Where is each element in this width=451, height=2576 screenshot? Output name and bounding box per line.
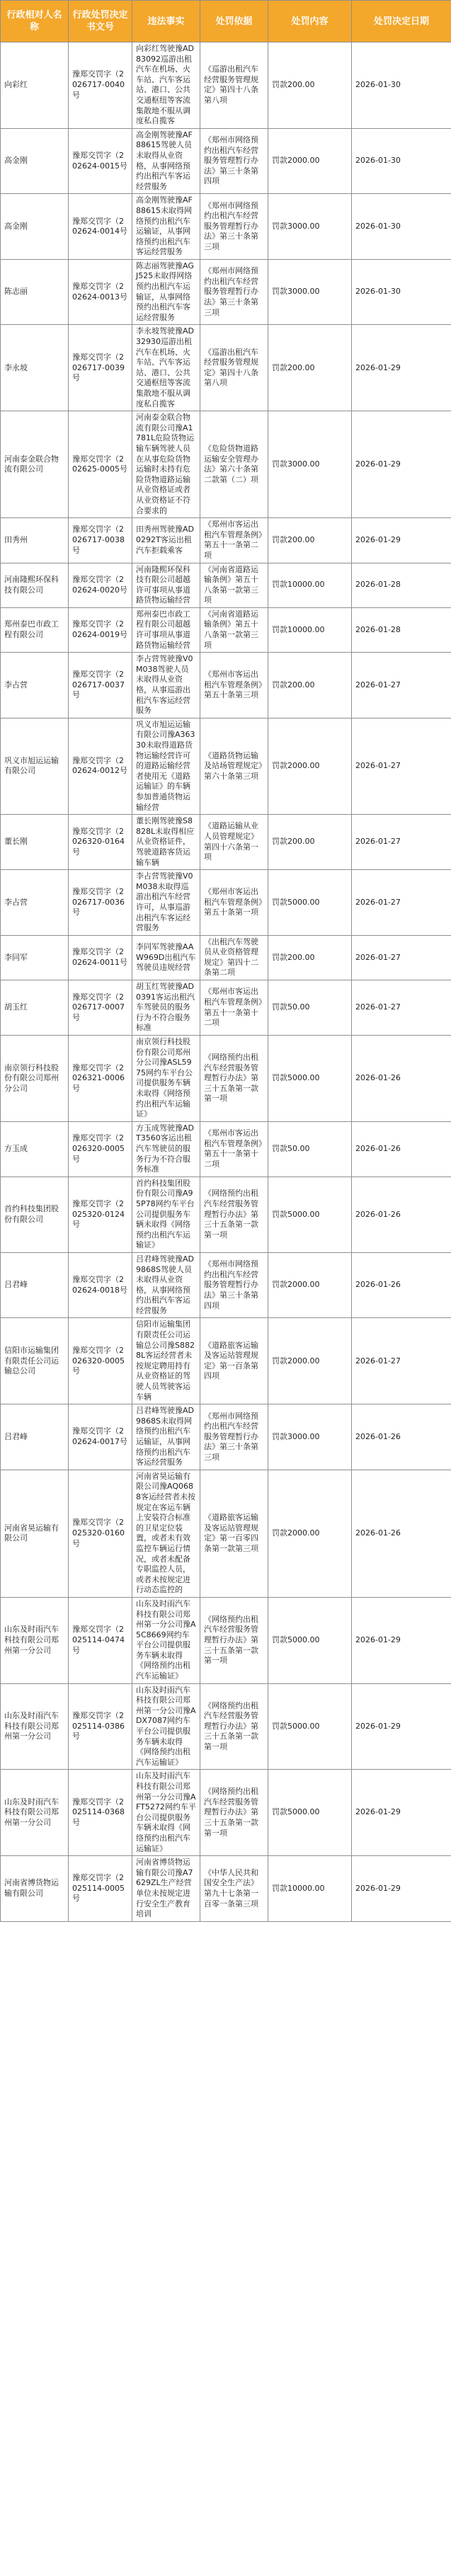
document-number-cell: 豫郑交罚字（202624-0012号: [69, 718, 132, 814]
penalty-cell: 罚款2000.00: [268, 1318, 352, 1404]
document-number-cell: 豫郑交罚字（202624-0013号: [69, 259, 132, 325]
legal-basis-cell: 《郑州市客运出租汽车管理条例》第五十一条第十二项: [200, 1121, 268, 1177]
legal-basis-cell: 《网络预约出租汽车经营服务管理暂行办法》第三十五条第一款第一项: [200, 1036, 268, 1122]
document-number-cell: 豫郑交罚字（2025114-0005号: [69, 1856, 132, 1922]
col-header-date: 处罚决定日期: [352, 1, 451, 42]
col-header-basis: 处罚依据: [200, 1, 268, 42]
party-cell: 河南省昊运输有限公司: [1, 1470, 69, 1597]
legal-basis-cell: 《网络预约出租汽车经营服务管理暂行办法》第三十五条第一款第一项: [200, 1770, 268, 1856]
penalty-cell: 罚款5000.00: [268, 1036, 352, 1122]
document-number-cell: 豫郑交罚字（2026717-0036号: [69, 870, 132, 936]
violation-fact-cell: 河南隆熙环保科技有限公司超越许可事项从事道路货物运输经营: [132, 563, 200, 607]
table-row: [1, 815, 451, 870]
table-row: [1, 325, 451, 411]
table-row: [1, 718, 451, 814]
party-cell: 河南泰金联合物流有限公司: [1, 411, 69, 518]
party-cell: 河南隆熙环保科技有限公司: [1, 563, 69, 607]
decision-date-cell: 2026-01-27: [352, 718, 451, 814]
violation-fact-cell: 郑州泰巴市政工程有限公司超越许可事项从事道路货物运输经营: [132, 607, 200, 652]
legal-basis-cell: 《郑州市客运出租汽车管理条例》第五十条第三项: [200, 653, 268, 719]
violation-fact-cell: 河南省昊运输有限公司豫AQ0688客运经营者未按规定在客运车辆上安装符合标准的卫星定位装置，或者未有效监控车辆运行情况，或者未配备专职监控人员，或者未按规定进行动态监控的: [132, 1470, 200, 1597]
penalty-cell: 罚款200.00: [268, 42, 352, 129]
table-row: [1, 870, 451, 936]
penalty-cell: 罚款3000.00: [268, 411, 352, 518]
table-row: [1, 42, 451, 129]
party-cell: 郑州泰巴市政工程有限公司: [1, 607, 69, 652]
violation-fact-cell: 田秀州驾驶豫AD0292T客运出租汽车拒载乘客: [132, 518, 200, 563]
document-number-cell: 豫郑交罚字（2025320-0160号: [69, 1470, 132, 1597]
violation-fact-cell: 山东及时雨汽车科技有限公司郑州第一分公司豫ADX7087网约车平台公司提供服务车辆未取得《网络预约出租汽车运输证》: [132, 1683, 200, 1770]
party-cell: 向彩红: [1, 42, 69, 129]
legal-basis-cell: 《郑州市网络预约出租汽车经营服务管理暂行办法》第三十条第四项: [200, 128, 268, 194]
party-cell: 南京领行科技股份有限公司郑州分公司: [1, 1036, 69, 1122]
table-row: [1, 1121, 451, 1177]
document-number-cell: 豫郑交罚字（202624-0020号: [69, 563, 132, 607]
document-number-cell: 豫郑交罚字（2026320-0164号: [69, 815, 132, 870]
violation-fact-cell: 李占营驾驶豫V0M038驾驶人员未取得从业资格，从事巡游出租汽车客运经营服务: [132, 653, 200, 719]
document-number-cell: 豫郑交罚字（2025114-0368号: [69, 1770, 132, 1856]
decision-date-cell: 2026-01-30: [352, 259, 451, 325]
party-cell: 田秀州: [1, 518, 69, 563]
decision-date-cell: 2026-01-26: [352, 1036, 451, 1122]
decision-date-cell: 2026-01-28: [352, 563, 451, 607]
document-number-cell: 豫郑交罚字（2026320-0005号: [69, 1121, 132, 1177]
penalty-cell: 罚款10000.00: [268, 563, 352, 607]
penalty-cell: 罚款200.00: [268, 518, 352, 563]
decision-date-cell: 2026-01-26: [352, 1252, 451, 1318]
document-number-cell: 豫郑交罚字（202625-0005号: [69, 411, 132, 518]
legal-basis-cell: 《巡游出租汽车经营服务管理规定》第四十八条第八项: [200, 325, 268, 411]
decision-date-cell: 2026-01-26: [352, 1470, 451, 1597]
violation-fact-cell: 向彩红驾驶豫AD83092巡游出租汽车在机场、火车站、汽车客运站、港口、公共交通枢纽等客流集散地不服从调度私自揽客: [132, 42, 200, 129]
decision-date-cell: 2026-01-29: [352, 1770, 451, 1856]
table-row: [1, 128, 451, 194]
violation-fact-cell: 李永坡驾驶豫AD32930巡游出租汽车在机场、火车站、汽车客运站、港口、公共交通枢纽等客流集散地不服从调度私自揽客: [132, 325, 200, 411]
document-number-cell: 豫郑交罚字（2026717-0037号: [69, 653, 132, 719]
table-row: [1, 563, 451, 607]
penalty-cell: 罚款5000.00: [268, 1597, 352, 1683]
violation-fact-cell: 高金刚驾驶豫AF88615驾驶人员未取得从业资格，从事网络预约出租汽车客运经营服务: [132, 128, 200, 194]
table-row: [1, 1252, 451, 1318]
document-number-cell: 豫郑交罚字（202624-0015号: [69, 128, 132, 194]
penalty-cell: 罚款2000.00: [268, 1252, 352, 1318]
table-row: [1, 518, 451, 563]
decision-date-cell: 2026-01-29: [352, 325, 451, 411]
legal-basis-cell: 《网络预约出租汽车经营服务管理暂行办法》第三十五条第一款第一项: [200, 1683, 268, 1770]
table-row: [1, 1177, 451, 1252]
legal-basis-cell: 《郑州市网络预约出租汽车经营服务管理暂行办法》第三十条第三项: [200, 259, 268, 325]
penalty-cell: 罚款5000.00: [268, 1177, 352, 1252]
legal-basis-cell: 《郑州市网络预约出租汽车经营服务管理暂行办法》第三十条第三项: [200, 1404, 268, 1470]
decision-date-cell: 2026-01-27: [352, 815, 451, 870]
table-row: [1, 935, 451, 980]
legal-basis-cell: 《河南省道路运输条例》第五十八条第一款第三项: [200, 563, 268, 607]
legal-basis-cell: 《道路旅客运输及客运站管理规定》第一百条第四项: [200, 1318, 268, 1404]
party-cell: 吕君峰: [1, 1404, 69, 1470]
table-row: [1, 1683, 451, 1770]
penalty-cell: 罚款200.00: [268, 935, 352, 980]
col-header-party: 行政相对人名称: [1, 1, 69, 42]
legal-basis-cell: 《巡游出租汽车经营服务管理规定》第四十八条第八项: [200, 42, 268, 129]
document-number-cell: 豫郑交罚字（202624-0014号: [69, 194, 132, 260]
legal-basis-cell: 《郑州市客运出租汽车管理条例》第五十一条第十二项: [200, 980, 268, 1036]
document-number-cell: 豫郑交罚字（2026717-0039号: [69, 325, 132, 411]
decision-date-cell: 2026-01-27: [352, 935, 451, 980]
table-row: [1, 980, 451, 1036]
party-cell: 高金刚: [1, 128, 69, 194]
violation-fact-cell: 南京领行科技股份有限公司郑州分公司豫ASL5975网约车平台公司提供服务车辆未取得《网络预约出租汽车运输证》: [132, 1036, 200, 1122]
decision-date-cell: 2026-01-26: [352, 1121, 451, 1177]
decision-date-cell: 2026-01-29: [352, 1683, 451, 1770]
table-row: [1, 1470, 451, 1597]
legal-basis-cell: 《郑州市客运出租汽车管理条例》第五十条第一项: [200, 870, 268, 936]
legal-basis-cell: 《郑州市网络预约出租汽车经营服务管理暂行办法》第三十条第三项: [200, 194, 268, 260]
violation-fact-cell: 李占营驾驶豫V0M038未取得巡游出租汽车经营许可，从事巡游出租汽车客运经营服务: [132, 870, 200, 936]
penalty-cell: 罚款2000.00: [268, 128, 352, 194]
table-row: [1, 1318, 451, 1404]
penalty-cell: 罚款200.00: [268, 325, 352, 411]
document-number-cell: 豫郑交罚字（202624-0011号: [69, 935, 132, 980]
decision-date-cell: 2026-01-28: [352, 607, 451, 652]
party-cell: 河南省博货物运输有限公司: [1, 1856, 69, 1922]
legal-basis-cell: 《出租汽车驾驶员从业资格管理规定》第四十二条第二项: [200, 935, 268, 980]
penalty-cell: 罚款3000.00: [268, 194, 352, 260]
party-cell: 巩义市旭运运输有限公司: [1, 718, 69, 814]
penalty-cell: 罚款50.00: [268, 1121, 352, 1177]
decision-date-cell: 2026-01-30: [352, 42, 451, 129]
col-header-fine: 处罚内容: [268, 1, 352, 42]
violation-fact-cell: 巩义市旭运运输有限公司豫A36330未取得道路货物运输经营许可的道路运输经营者使用无《道路运输证》的车辆参加普通货物运输经营: [132, 718, 200, 814]
party-cell: 李同军: [1, 935, 69, 980]
penalty-cell: 罚款2000.00: [268, 1470, 352, 1597]
decision-date-cell: 2026-01-29: [352, 411, 451, 518]
party-cell: 李占营: [1, 653, 69, 719]
table-row: [1, 259, 451, 325]
table-row: [1, 194, 451, 260]
decision-date-cell: 2026-01-27: [352, 653, 451, 719]
violation-fact-cell: 山东及时雨汽车科技有限公司郑州第一分公司豫A5C8669网约车平台公司提供服务车辆未取得《网络预约出租汽车运输证》: [132, 1597, 200, 1683]
penalty-cell: 罚款50.00: [268, 980, 352, 1036]
party-cell: 首约科技集团股份有限公司: [1, 1177, 69, 1252]
penalty-cell: 罚款200.00: [268, 653, 352, 719]
violation-fact-cell: 吕君峰驾驶豫AD9868S未取得网络预约出租汽车运输证，从事网络预约出租汽车客运经营服务: [132, 1404, 200, 1470]
party-cell: 陈志丽: [1, 259, 69, 325]
violation-fact-cell: 方玉成驾驶豫ADT3560客运出租汽车驾驶员的服务行为不符合服务标准: [132, 1121, 200, 1177]
violation-fact-cell: 首约科技集团股份有限公司豫A95P78网约车平台公司提供服务车辆未取得《网络预约出租汽车运输证》: [132, 1177, 200, 1252]
col-header-fact: 违法事实: [132, 1, 200, 42]
table-row: [1, 1597, 451, 1683]
party-cell: 信阳市运输集团有限责任公司运输总公司: [1, 1318, 69, 1404]
decision-date-cell: 2026-01-26: [352, 1177, 451, 1252]
document-number-cell: 豫郑交罚字（2025114-0386号: [69, 1683, 132, 1770]
decision-date-cell: 2026-01-27: [352, 980, 451, 1036]
party-cell: 高金刚: [1, 194, 69, 260]
legal-basis-cell: 《道路货物运输及站场管理规定》第六十条第三项: [200, 718, 268, 814]
violation-fact-cell: 河南泰金联合物流有限公司豫A1781L危险货物运输车辆驾驶人员在从事危险货物运输时未持有危险货物道路运输从业资格证或者从业资格证不符合要求的: [132, 411, 200, 518]
penalty-cell: 罚款2000.00: [268, 718, 352, 814]
violation-fact-cell: 高金刚驾驶豫AF88615未取得网络预约出租汽车运输证，从事网络预约出租汽车客运经营服务: [132, 194, 200, 260]
party-cell: 李永坡: [1, 325, 69, 411]
decision-date-cell: 2026-01-26: [352, 1404, 451, 1470]
table-row: [1, 1770, 451, 1856]
violation-fact-cell: 吕君峰驾驶豫AD9868S驾驶人员未取得从业资格，从事网络预约出租汽车客运经营服务: [132, 1252, 200, 1318]
party-cell: 胡玉红: [1, 980, 69, 1036]
table-header-row: [1, 1, 451, 42]
legal-basis-cell: 《危险货物道路运输安全管理办法》第六十条第二款第（二）项: [200, 411, 268, 518]
legal-basis-cell: 《河南省道路运输条例》第五十八条第一款第三项: [200, 607, 268, 652]
legal-basis-cell: 《网络预约出租汽车经营服务管理暂行办法》第三十五条第一款第一项: [200, 1177, 268, 1252]
decision-date-cell: 2026-01-29: [352, 518, 451, 563]
decision-date-cell: 2026-01-27: [352, 870, 451, 936]
decision-date-cell: 2026-01-29: [352, 1856, 451, 1922]
table-row: [1, 1856, 451, 1922]
penalty-cell: 罚款5000.00: [268, 1683, 352, 1770]
party-cell: 方玉成: [1, 1121, 69, 1177]
table-row: [1, 607, 451, 652]
penalty-cell: 罚款10000.00: [268, 607, 352, 652]
decision-date-cell: 2026-01-29: [352, 1597, 451, 1683]
document-number-cell: 豫郑交罚字（2026717-0038号: [69, 518, 132, 563]
penalty-cell: 罚款3000.00: [268, 1404, 352, 1470]
party-cell: 山东及时雨汽车科技有限公司郑州第一分公司: [1, 1770, 69, 1856]
document-number-cell: 豫郑交罚字（202624-0018号: [69, 1252, 132, 1318]
document-number-cell: 豫郑交罚字（2026321-0006号: [69, 1036, 132, 1122]
document-number-cell: 豫郑交罚字（2026320-0005号: [69, 1318, 132, 1404]
penalty-cell: 罚款10000.00: [268, 1856, 352, 1922]
violation-fact-cell: 山东及时雨汽车科技有限公司郑州第一分公司豫AFT5272网约车平台公司提供服务车辆未取得《网络预约出租汽车运输证》: [132, 1770, 200, 1856]
decision-date-cell: 2026-01-27: [352, 1318, 451, 1404]
table-row: [1, 411, 451, 518]
party-cell: 山东及时雨汽车科技有限公司郑州第一分公司: [1, 1683, 69, 1770]
violation-fact-cell: 河南省博货物运输有限公司豫A7629ZL生产经营单位未按规定进行安全生产教育培训: [132, 1856, 200, 1922]
party-cell: 李占营: [1, 870, 69, 936]
party-cell: 吕君峰: [1, 1252, 69, 1318]
violation-fact-cell: 信阳市运输集团有限责任公司运输总公司豫S8828L客运经营者未按规定聘用持有从业资格证的驾驶人员驾驶客运车辆: [132, 1318, 200, 1404]
penalty-cell: 罚款5000.00: [268, 1770, 352, 1856]
legal-basis-cell: 《道路旅客运输及客运站管理规定》第一百零四条第一款第三项: [200, 1470, 268, 1597]
document-number-cell: 豫郑交罚字（2025320-0124号: [69, 1177, 132, 1252]
document-number-cell: 豫郑交罚字（202624-0017号: [69, 1404, 132, 1470]
violation-fact-cell: 陈志丽驾驶豫AGJ525未取得网络预约出租汽车运输证，从事网络预约出租汽车客运经营服务: [132, 259, 200, 325]
document-number-cell: 豫郑交罚字（2025114-0474号: [69, 1597, 132, 1683]
document-number-cell: 豫郑交罚字（2026717-0040号: [69, 42, 132, 129]
violation-fact-cell: 李同军驾驶豫AAW969D出租汽车驾驶员违规经营: [132, 935, 200, 980]
legal-basis-cell: 《网络预约出租汽车经营服务管理暂行办法》第三十五条第一款第一项: [200, 1597, 268, 1683]
decision-date-cell: 2026-01-30: [352, 128, 451, 194]
violation-fact-cell: 董长刚驾驶豫S8828L未取得相应从业资格证件，驾驶道路客货运输车辆: [132, 815, 200, 870]
party-cell: 山东及时雨汽车科技有限公司郑州第一分公司: [1, 1597, 69, 1683]
document-number-cell: 豫郑交罚字（202624-0019号: [69, 607, 132, 652]
penalty-cell: 罚款200.00: [268, 815, 352, 870]
table-row: [1, 653, 451, 719]
table-row: [1, 1404, 451, 1470]
legal-basis-cell: 《郑州市客运出租汽车管理条例》第五十一条第二项: [200, 518, 268, 563]
document-number-cell: 豫郑交罚字（2026717-0007号: [69, 980, 132, 1036]
table-row: [1, 1036, 451, 1122]
legal-basis-cell: 《中华人民共和国安全生产法》第九十七条第一百零一条第三项: [200, 1856, 268, 1922]
penalty-cell: 罚款3000.00: [268, 259, 352, 325]
penalty-cell: 罚款5000.00: [268, 870, 352, 936]
col-header-document: 行政处罚决定书文号: [69, 1, 132, 42]
party-cell: 董长刚: [1, 815, 69, 870]
violation-fact-cell: 胡玉红驾驶豫AD0391客运出租汽车驾驶员的服务行为不符合服务标准: [132, 980, 200, 1036]
legal-basis-cell: 《道路运输从业人员管理规定》第四十六条第一项: [200, 815, 268, 870]
legal-basis-cell: 《郑州市网络预约出租汽车经营服务管理暂行办法》第三十条第四项: [200, 1252, 268, 1318]
decision-date-cell: 2026-01-30: [352, 194, 451, 260]
